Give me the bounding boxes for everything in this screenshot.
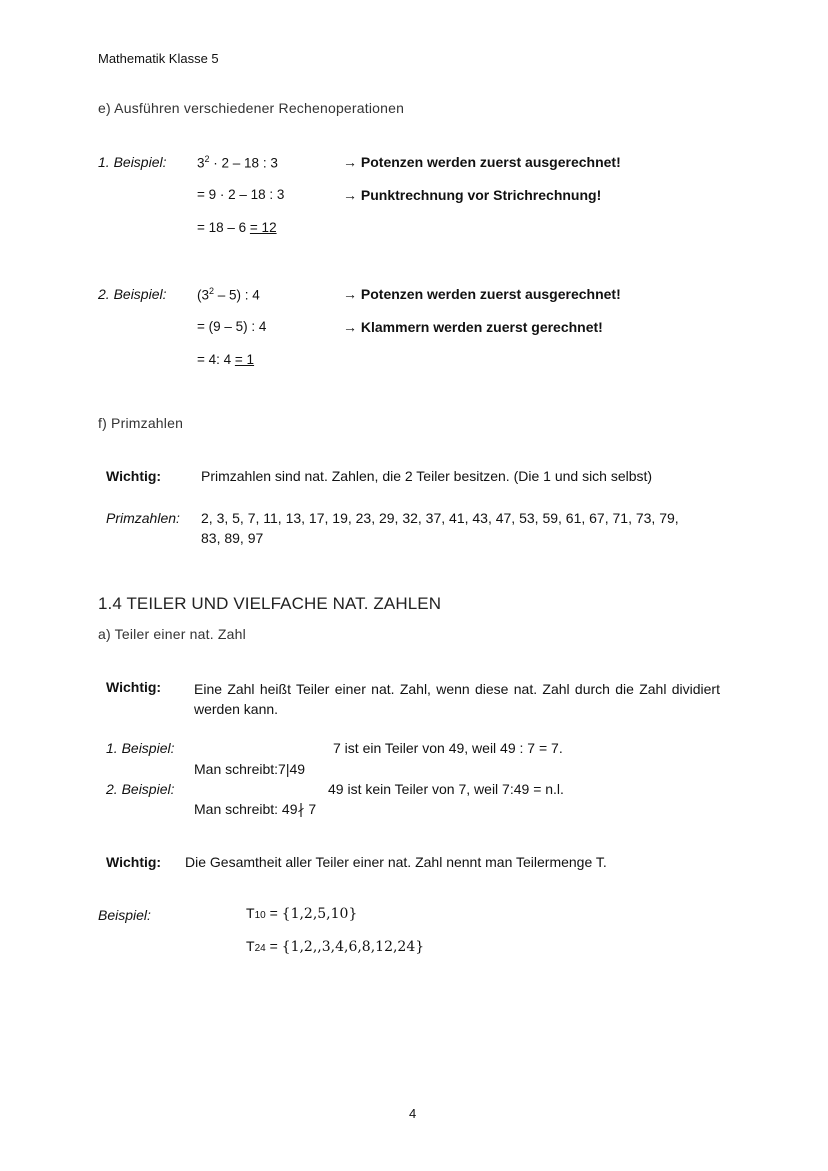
t10-set [246,905,357,923]
example1-exponent: 2 [204,154,210,164]
section-f-title: f) Primzahlen [98,415,184,431]
example2-line3 [197,352,254,367]
example2-line1 [197,286,260,303]
example1-line1 [197,154,278,171]
example1-line3-prefix: = 18 – 6 [197,220,250,235]
example2-note2: → Klammern werden zuerst gerechnet! [343,319,603,335]
divisor-set-example-label: Beispiel: [98,907,151,923]
primes-line2: 83, 89, 97 [201,530,264,546]
example1-line3 [197,220,277,235]
example1-note1: → Potenzen werden zuerst ausgerechnet! [343,154,621,170]
example1-result: = 12 [249,220,277,235]
t10-subscript: 10 [254,910,266,921]
example2-line3-prefix: = 4: 4 [197,352,235,367]
divisor-set-important-label: Wichtig: [106,854,162,870]
divisor-important-text: Eine Zahl heißt Teiler einer nat. Zahl, wenn diese nat. Zahl durch die Zahl dividiert werden kann. [194,681,720,717]
divisor-example2-text: 49 ist kein Teiler von 7, weil 7:49 = n.l. [328,781,564,797]
divisor-example1-label: 1. Beispiel: [106,740,175,756]
t24-elements: {1,2,,3,4,6,8,12,24} [281,939,425,955]
section-e-title: e) Ausführen verschiedener Rechenoperationen [98,100,405,116]
example1-rest: · 2 – 18 : 3 [209,155,278,171]
t24-symbol: T [246,938,255,954]
primes-important-label: Wichtig: [106,468,162,484]
example2-exponent: 2 [209,286,215,296]
t10-symbol: T [246,905,255,921]
example2-label: 2. Beispiel: [98,286,167,302]
primes-label: Primzahlen: [106,510,180,526]
divisor-example1-notation: Man schreibt:7|49 [194,761,306,777]
example2-line2: = (9 – 5) : 4 [197,319,267,334]
divisor-example2-notation: Man schreibt: 49∤ 7 [194,801,317,817]
example2-rest: – 5) : 4 [214,287,260,303]
t24-subscript: 24 [254,943,266,954]
divisor-example2-label: 2. Beispiel: [106,781,175,797]
t24-equals: = [265,938,282,954]
example2-note1: → Potenzen werden zuerst ausgerechnet! [343,286,621,302]
example1-line2: = 9 · 2 – 18 : 3 [197,187,285,202]
section-14-heading: 1.4 TEILER UND VIELFACHE NAT. ZAHLEN [98,594,442,613]
example2-result: = 1 [234,352,255,367]
primes-line1: 2, 3, 5, 7, 11, 13, 17, 19, 23, 29, 32, 37, 41, 43, 47, 53, 59, 61, 67, 71, 73, 79, [201,510,679,526]
page-header: Mathematik Klasse 5 [98,51,219,66]
divisor-set-important-text: Die Gesamtheit aller Teiler einer nat. Zahl nennt man Teilermenge T. [185,854,607,870]
example1-note2: → Punktrechnung vor Strichrechnung! [343,187,602,203]
example2-open: (3 [197,287,210,303]
primes-important-text: Primzahlen sind nat. Zahlen, die 2 Teiler besitzen. (Die 1 und sich selbst) [201,468,653,484]
t24-set [246,938,424,956]
section-14a-title: a) Teiler einer nat. Zahl [98,626,246,642]
divisor-example1-text: 7 ist ein Teiler von 49, weil 49 : 7 = 7. [333,740,563,756]
example1-base: 3 [197,155,205,171]
t10-elements: {1,2,5,10} [281,906,358,922]
page-number: 4 [409,1106,417,1121]
example1-label: 1. Beispiel: [98,154,167,170]
divisor-important-label: Wichtig: [106,679,162,695]
t10-equals: = [265,905,282,921]
